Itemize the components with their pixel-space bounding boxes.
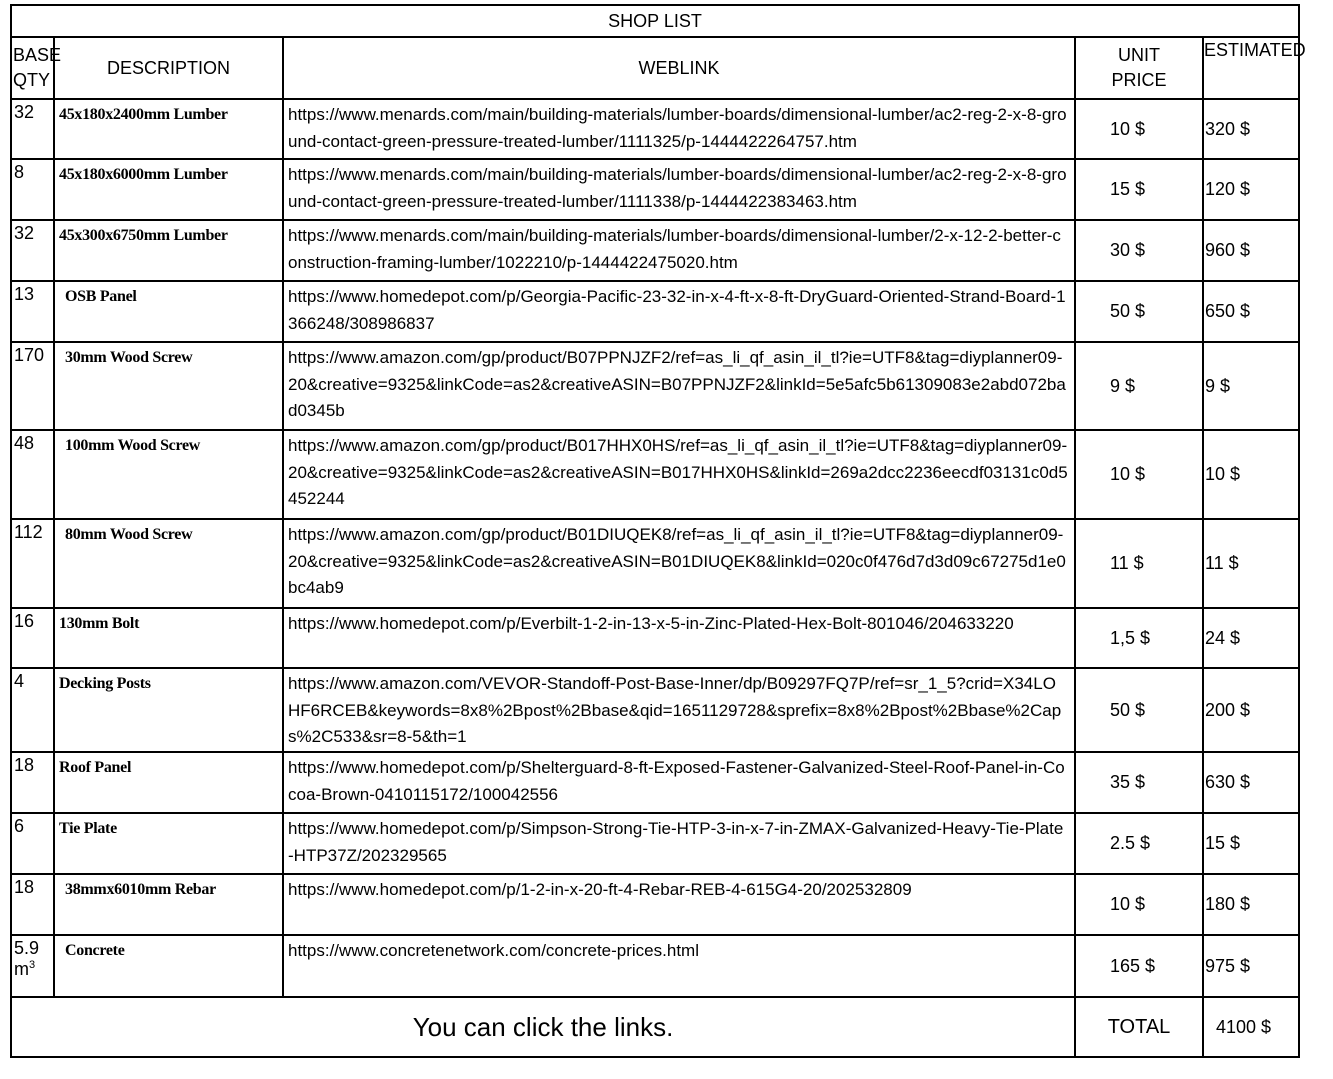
row-description: 100mm Wood Screw	[54, 430, 283, 519]
weblink[interactable]: https://www.homedepot.com/p/1-2-in-x-20-ft-4-Rebar-REB-4-615G4-20/202532809	[288, 880, 912, 899]
row-qty	[11, 813, 54, 874]
qty-value: 32	[14, 223, 35, 243]
row-estimated: 120 $	[1203, 159, 1299, 220]
row-estimated: 200 $	[1203, 668, 1299, 752]
qty-value: 8	[14, 162, 25, 182]
row-description: 45x300x6750mm Lumber	[54, 220, 283, 281]
row-description: 45x180x2400mm Lumber	[54, 99, 283, 159]
table-row	[11, 608, 1299, 668]
table-row	[11, 220, 1299, 281]
row-qty	[11, 430, 54, 519]
table-row	[11, 519, 1299, 608]
row-qty	[11, 752, 54, 813]
row-estimated: 180 $	[1203, 874, 1299, 935]
header-base-qty	[11, 37, 62, 99]
header-estimated: ESTIMATED	[1203, 37, 1299, 99]
weblink[interactable]: https://www.concretenetwork.com/concrete-prices.html	[288, 941, 699, 960]
row-unit-price: 2.5 $	[1075, 813, 1203, 874]
row-weblink-cell	[283, 430, 1075, 519]
row-unit-price: 30 $	[1075, 220, 1203, 281]
row-qty	[11, 668, 54, 752]
header-unit-line2: PRICE	[1111, 70, 1167, 90]
row-estimated: 15 $	[1203, 813, 1299, 874]
qty-value: 6	[14, 816, 25, 836]
weblink[interactable]: https://www.amazon.com/gp/product/B017HHX0HS/ref=as_li_qf_asin_il_tl?ie=UTF8&tag=diyplanner09-20&creative=9325&linkCode=as2&creativeASIN=B017HHX0HS&linkId=269a2dcc2236eecdf03131c0d5452244	[288, 436, 1068, 508]
row-unit-price: 11 $	[1075, 519, 1203, 608]
header-unit-line1: UNIT	[1118, 45, 1160, 65]
row-description: Decking Posts	[54, 668, 283, 752]
table-row	[11, 430, 1299, 519]
row-unit-price: 50 $	[1075, 668, 1203, 752]
row-weblink-cell	[283, 668, 1075, 752]
qty-value: 32	[14, 102, 35, 122]
qty-value: 48	[14, 433, 35, 453]
row-qty	[11, 935, 54, 997]
total-value: 4100 $	[1203, 997, 1299, 1057]
row-description: Roof Panel	[54, 752, 283, 813]
shop-list-table	[10, 4, 1306, 1058]
row-estimated: 320 $	[1203, 99, 1299, 159]
row-qty	[11, 99, 54, 159]
header-qty-line1: BASE	[13, 45, 62, 65]
row-weblink-cell	[283, 281, 1075, 342]
row-qty	[11, 608, 54, 668]
table-row	[11, 668, 1299, 752]
row-qty	[11, 159, 54, 220]
row-weblink-cell	[283, 220, 1075, 281]
row-description: 130mm Bolt	[54, 608, 283, 668]
header-qty-line2: QTY	[13, 70, 51, 90]
table-row	[11, 159, 1299, 220]
total-label: TOTAL	[1075, 997, 1203, 1057]
row-unit-price: 35 $	[1075, 752, 1203, 813]
row-unit-price: 15 $	[1075, 159, 1203, 220]
table-row	[11, 813, 1299, 874]
row-estimated: 960 $	[1203, 220, 1299, 281]
row-estimated: 650 $	[1203, 281, 1299, 342]
row-estimated: 10 $	[1203, 430, 1299, 519]
row-qty	[11, 220, 54, 281]
table-row	[11, 342, 1299, 430]
header-description: DESCRIPTION	[54, 37, 283, 99]
row-estimated: 11 $	[1203, 519, 1299, 608]
row-qty	[11, 342, 54, 430]
row-weblink-cell	[283, 874, 1075, 935]
weblink[interactable]: https://www.menards.com/main/building-materials/lumber-boards/dimensional-lumber/ac2-reg-2-x-8-ground-contact-green-pressure-treated-lumber/1111325/p-1444422264757.htm	[288, 105, 1067, 151]
row-estimated: 975 $	[1203, 935, 1299, 997]
weblink[interactable]: https://www.amazon.com/gp/product/B01DIUQEK8/ref=as_li_qf_asin_il_tl?ie=UTF8&tag=diyplanner09-20&creative=9325&linkCode=as2&creativeASIN=B01DIUQEK8&linkId=020c0f476d7d3d09c67275d1e0bc4ab9	[288, 525, 1066, 597]
weblink[interactable]: https://www.menards.com/main/building-materials/lumber-boards/dimensional-lumber/2-x-12-2-better-construction-framing-lumber/1022210/p-1444422475020.htm	[288, 226, 1061, 272]
table-row	[11, 935, 1299, 997]
weblink[interactable]: https://www.amazon.com/VEVOR-Standoff-Post-Base-Inner/dp/B09297FQ7P/ref=sr_1_5?crid=X34LOHF6RCEB&keywords=8x8%2Bpost%2Bbase&qid=1651129728&sprefix=8x8%2Bpost%2Bbase%2Caps%2C533&sr=8-5&th=1	[288, 674, 1062, 746]
table-row	[11, 874, 1299, 935]
row-weblink-cell	[283, 813, 1075, 874]
table-row	[11, 752, 1299, 813]
row-qty	[11, 874, 54, 935]
row-unit-price: 10 $	[1075, 874, 1203, 935]
row-description: 30mm Wood Screw	[54, 342, 283, 430]
row-unit-price: 10 $	[1075, 430, 1203, 519]
qty-value: 4	[14, 671, 25, 691]
row-estimated: 9 $	[1203, 342, 1299, 430]
qty-unit: m	[14, 959, 29, 979]
row-description: 45x180x6000mm Lumber	[54, 159, 283, 220]
row-estimated: 630 $	[1203, 752, 1299, 813]
row-unit-price: 10 $	[1075, 99, 1203, 159]
qty-value: 18	[14, 877, 35, 897]
table-row	[11, 99, 1299, 159]
weblink[interactable]: https://www.amazon.com/gp/product/B07PPNJZF2/ref=as_li_qf_asin_il_tl?ie=UTF8&tag=diyplanner09-20&creative=9325&linkCode=as2&creativeASIN=B07PPNJZF2&linkId=5e5afc5b61309083e2abd072bad0345b	[288, 348, 1066, 420]
qty-value: 16	[14, 611, 35, 631]
qty-value: 5.9	[14, 938, 40, 958]
row-unit-price: 165 $	[1075, 935, 1203, 997]
row-weblink-cell	[283, 99, 1075, 159]
row-unit-price: 1,5 $	[1075, 608, 1203, 668]
weblink[interactable]: https://www.menards.com/main/building-materials/lumber-boards/dimensional-lumber/ac2-reg-2-x-8-ground-contact-green-pressure-treated-lumber/1111338/p-1444422383463.htm	[288, 165, 1067, 211]
row-unit-price: 9 $	[1075, 342, 1203, 430]
header-unit-price	[1075, 37, 1203, 99]
table-row	[11, 281, 1299, 342]
qty-value: 112	[14, 522, 43, 542]
row-qty	[11, 519, 54, 608]
qty-unit-superscript: 3	[29, 959, 36, 971]
weblink[interactable]: https://www.homedepot.com/p/Everbilt-1-2-in-13-x-5-in-Zinc-Plated-Hex-Bolt-801046/204633220	[288, 614, 1014, 633]
qty-value: 13	[14, 284, 35, 304]
table-title: SHOP LIST	[11, 5, 1299, 37]
row-estimated: 24 $	[1203, 608, 1299, 668]
header-weblink: WEBLINK	[283, 37, 1075, 99]
row-weblink-cell	[283, 342, 1075, 430]
row-description: Tie Plate	[54, 813, 283, 874]
weblink[interactable]: https://www.homedepot.com/p/Simpson-Strong-Tie-HTP-3-in-x-7-in-ZMAX-Galvanized-Heavy-Tie-Plate-HTP37Z/202329565	[288, 819, 1064, 865]
footer-note: You can click the links.	[11, 997, 1075, 1057]
row-weblink-cell	[283, 935, 1075, 997]
row-weblink-cell	[283, 608, 1075, 668]
row-description: OSB Panel	[54, 281, 283, 342]
row-unit-price: 50 $	[1075, 281, 1203, 342]
qty-value: 18	[14, 755, 35, 775]
row-description: 80mm Wood Screw	[54, 519, 283, 608]
row-weblink-cell	[283, 752, 1075, 813]
qty-value: 170	[14, 345, 45, 365]
weblink[interactable]: https://www.homedepot.com/p/Georgia-Pacific-23-32-in-x-4-ft-x-8-ft-DryGuard-Oriented-Strand-Board-1366248/308986837	[288, 287, 1066, 333]
row-weblink-cell	[283, 519, 1075, 608]
weblink[interactable]: https://www.homedepot.com/p/Shelterguard-8-ft-Exposed-Fastener-Galvanized-Steel-Roof-Panel-in-Cocoa-Brown-0410115172/100042556	[288, 758, 1065, 804]
row-description: 38mmx6010mm Rebar	[54, 874, 283, 935]
row-weblink-cell	[283, 159, 1075, 220]
row-qty	[11, 281, 54, 342]
row-description: Concrete	[54, 935, 283, 997]
